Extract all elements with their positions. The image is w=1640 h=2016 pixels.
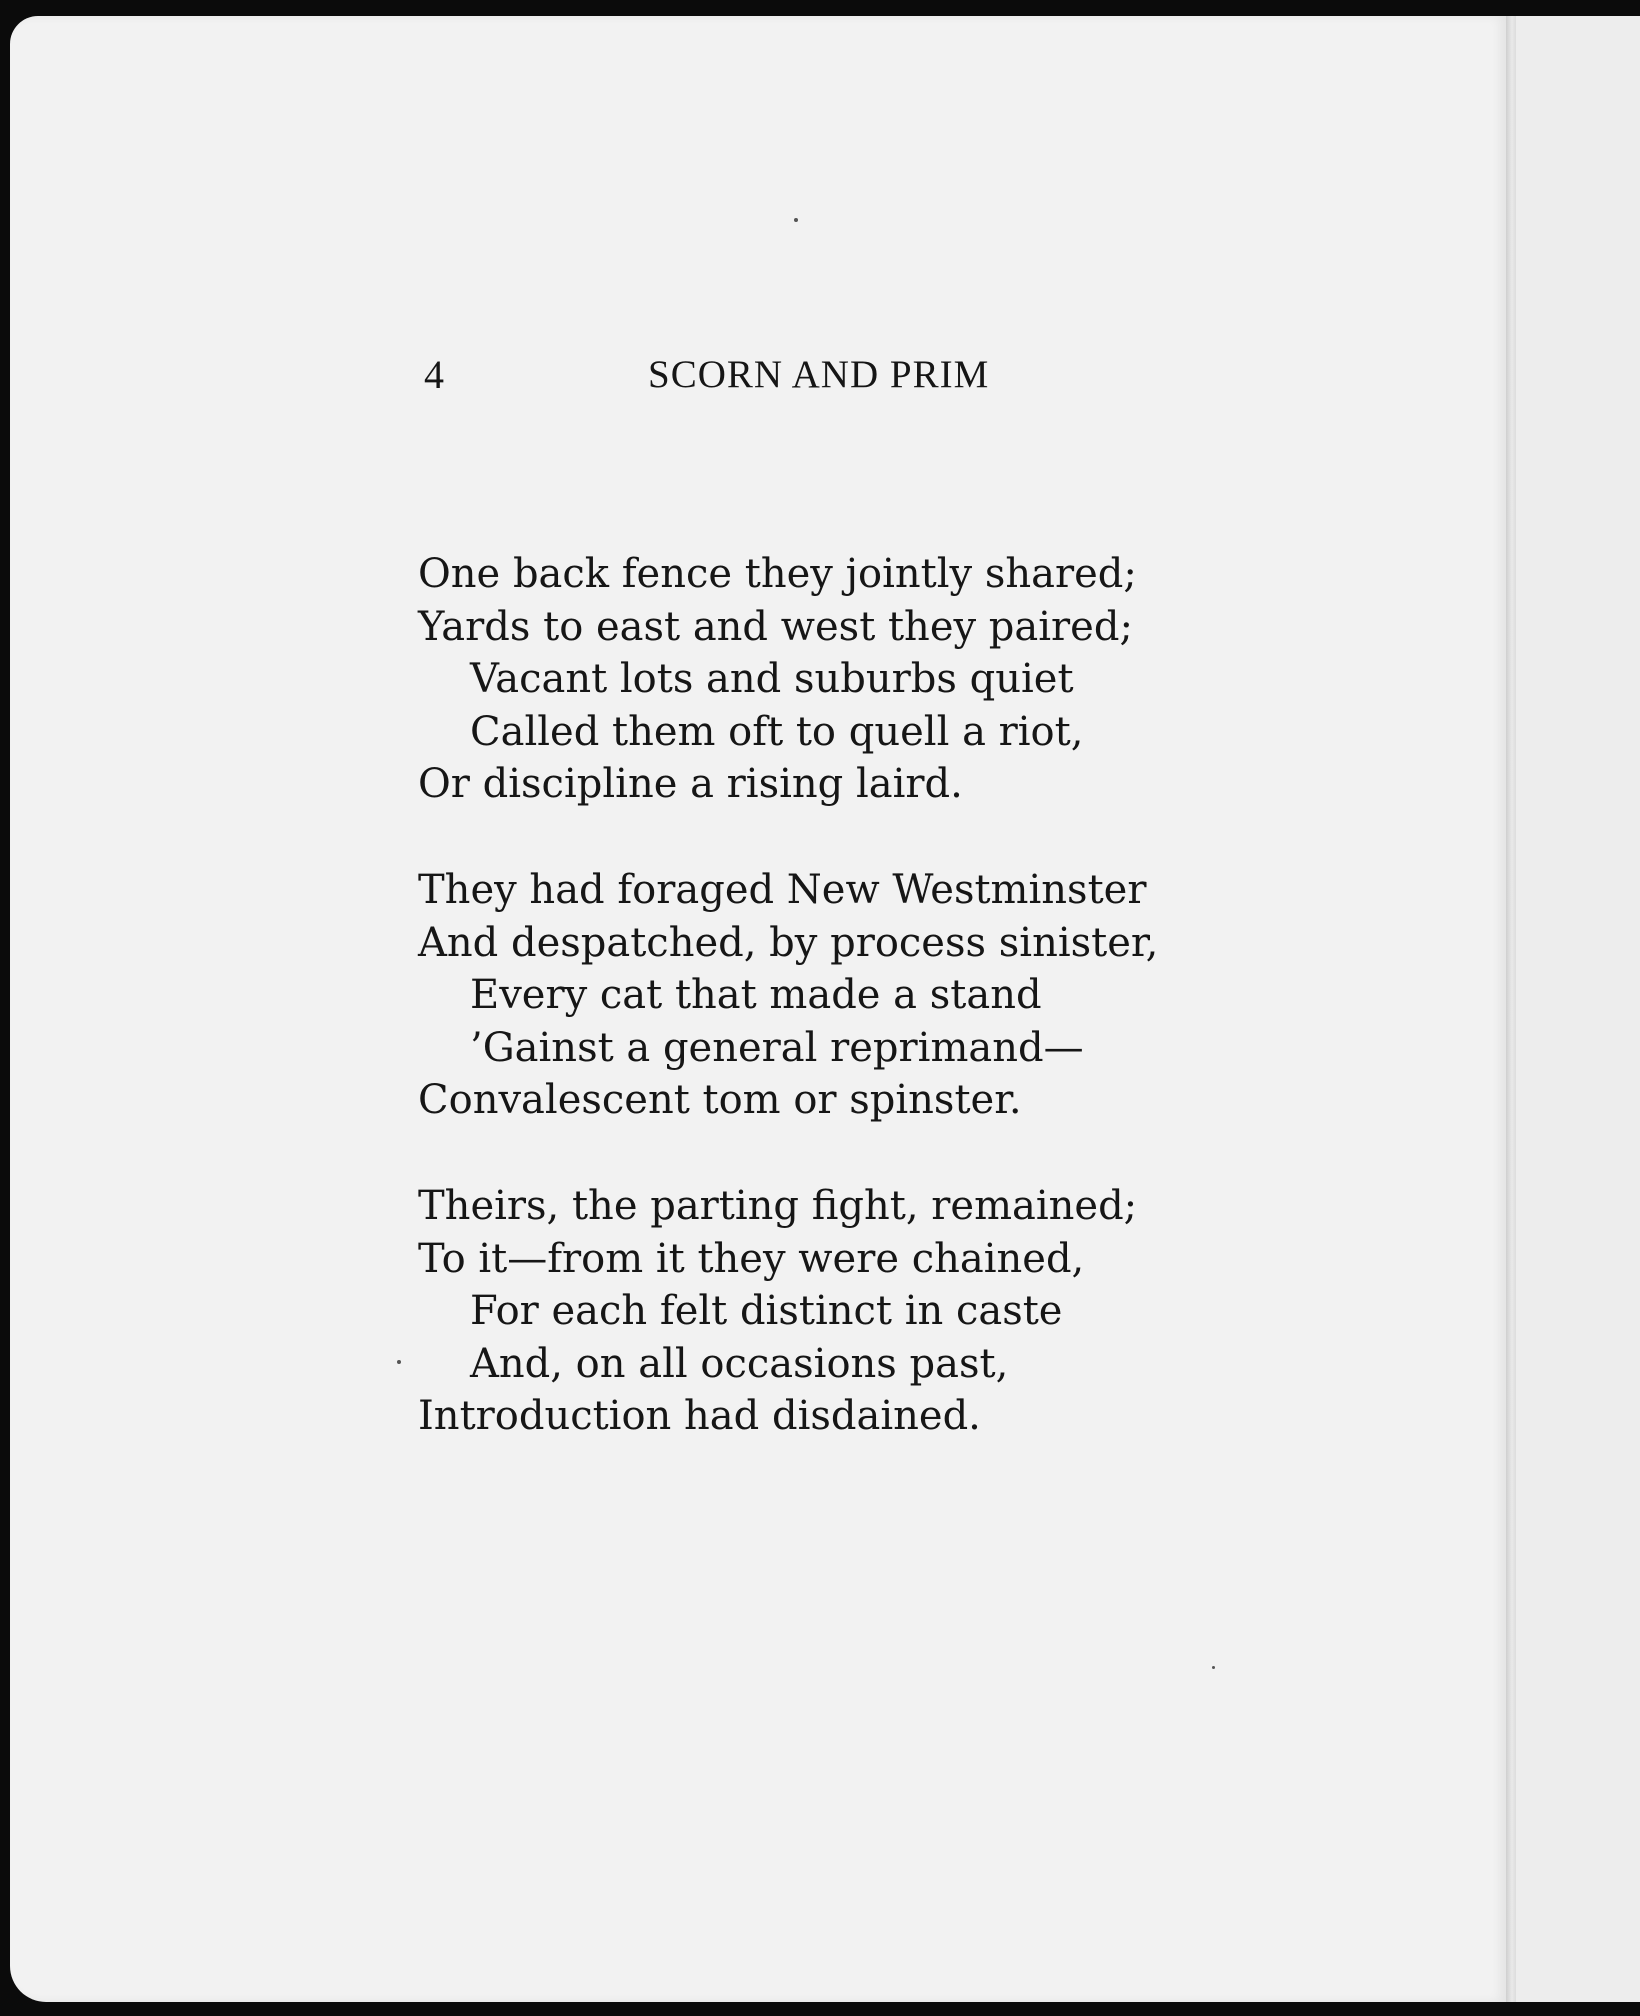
paper-speck — [794, 218, 798, 222]
poem-line: And, on all occasions past, — [470, 1340, 1009, 1387]
poem-line: For each felt distinct in caste — [470, 1288, 1063, 1334]
page-gutter — [1506, 16, 1516, 2002]
stanza — [418, 864, 1318, 1126]
stanza — [418, 1180, 1318, 1442]
poem-line: ’Gainst a general reprimand— — [470, 1024, 1084, 1071]
poem-line: Called them oft to quell a riot, — [470, 708, 1084, 755]
page-number: 4 — [424, 352, 444, 397]
paper-speck — [397, 1360, 401, 1364]
poem-line: Every cat that made a stand — [470, 972, 1042, 1018]
poem-line: Or discipline a rising laird. — [418, 761, 963, 807]
poem-line: One back fence they jointly shared; — [418, 551, 1137, 597]
poem — [418, 548, 1318, 1496]
poem-line: And despatched, by process sinister, — [418, 919, 1159, 966]
stanza — [418, 548, 1318, 810]
next-page-edge — [1516, 16, 1640, 2002]
poem-line: Vacant lots and suburbs quiet — [470, 656, 1074, 702]
poem-line: Yards to east and west they paired; — [418, 603, 1133, 650]
running-title: SCORN AND PRIM — [648, 353, 990, 396]
poem-line: Introduction had disdained. — [418, 1393, 981, 1439]
poem-line: They had foraged New Westminster — [418, 867, 1147, 913]
poem-line: Theirs, the parting fight, remained; — [418, 1183, 1138, 1229]
poem-line: To it—from it they were chained, — [418, 1235, 1085, 1282]
page-header — [0, 350, 1640, 400]
paper-speck — [1212, 1666, 1215, 1669]
poem-line: Convalescent tom or spinster. — [418, 1077, 1022, 1123]
